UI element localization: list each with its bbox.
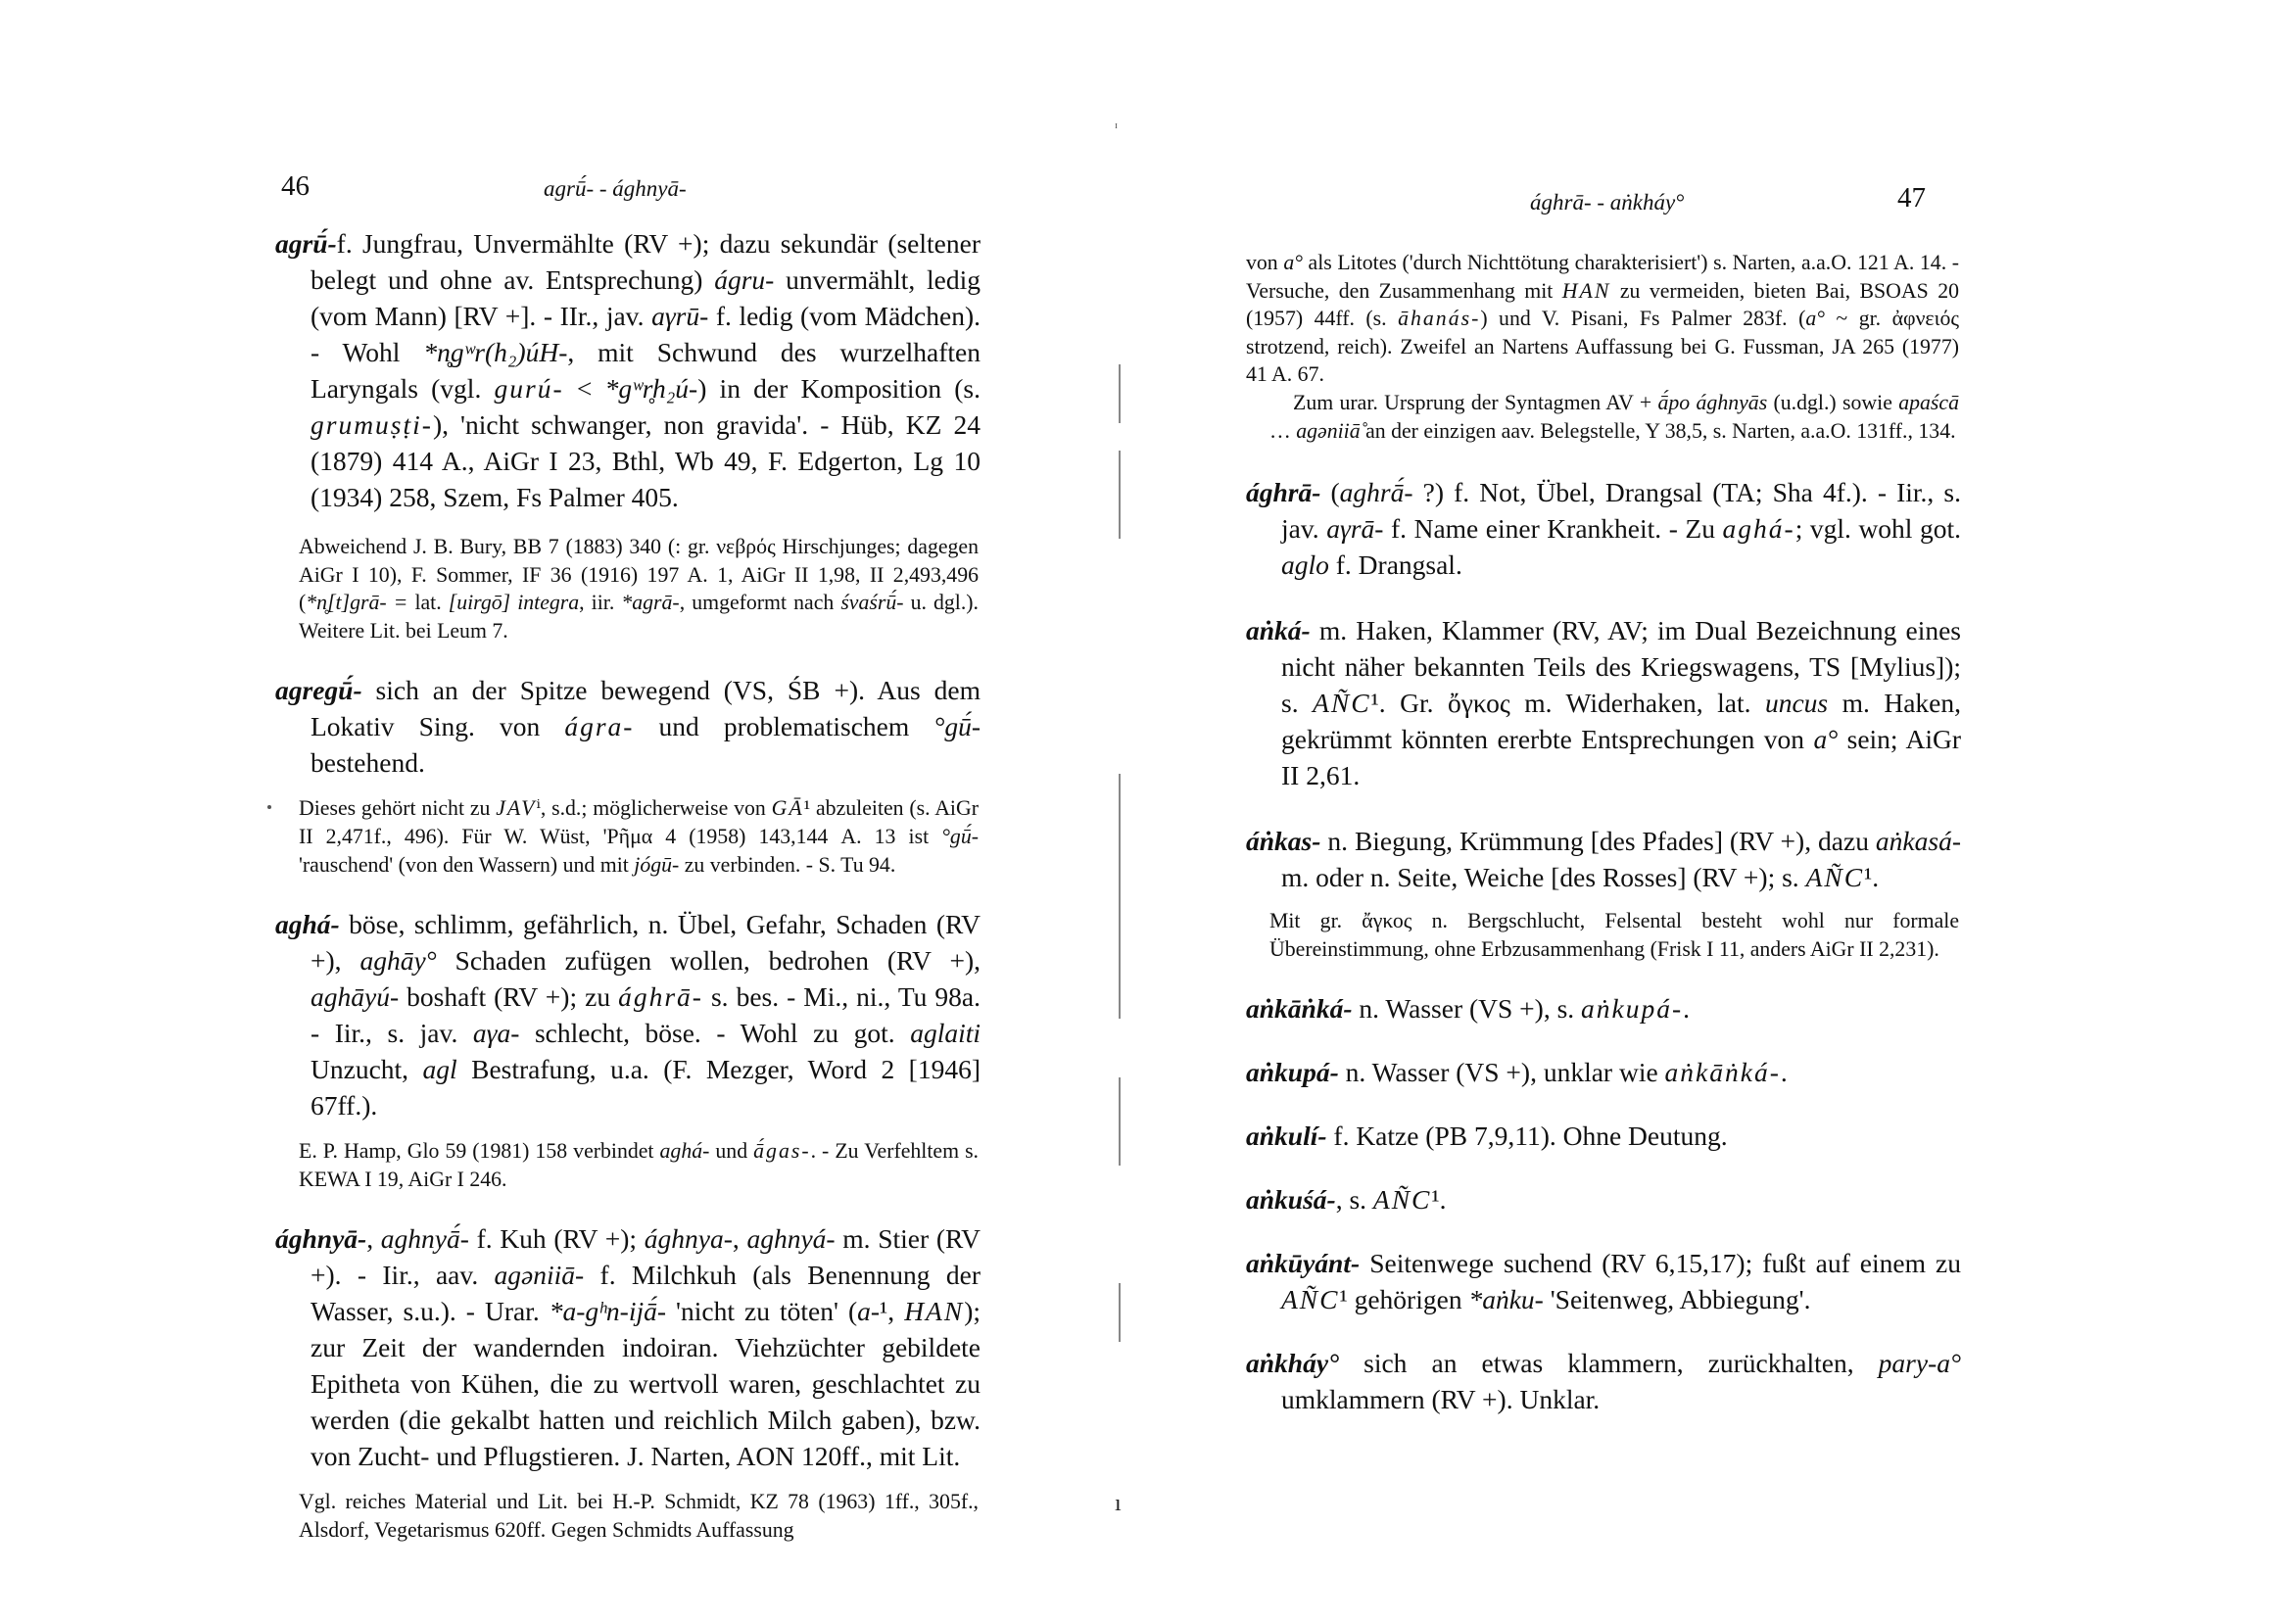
text-run: m. Stier (RV +). - Iir., aav. — [311, 1223, 981, 1291]
text-run: , — [366, 1223, 381, 1255]
text-run: , — [732, 1223, 747, 1255]
headword: agregū́- — [275, 675, 362, 706]
dictionary-entry — [1246, 1054, 1961, 1090]
text-run: ) und V. Pisani, Fs Palmer 283f. ( — [1480, 307, 1806, 331]
headword: aṅkuśá- — [1246, 1184, 1336, 1216]
text-run: Unzucht, — [311, 1054, 423, 1085]
italic-form: *n̥gʷr(h₂)úH- — [423, 337, 568, 367]
dictionary-entry — [1246, 474, 1961, 583]
spaced-form: GĀ — [771, 796, 804, 821]
text-run: ¹ abzuleiten (s. AiGr II 2,471f., 496). Für W. Wüst, 'Ρῆμα 4 (1958) 143,144 A. 13 ist — [299, 796, 979, 848]
text-run: Bestrafung, u.a. (F. Mezger, Word 2 [1946] 67ff.). — [311, 1054, 981, 1121]
text-run: m. Haken, gekrümmt könnten ererbte Entsprechungen von — [1281, 688, 1962, 755]
text-run: f. Kuh (RV +); — [468, 1223, 645, 1255]
text-run: sich an etwas klammern, zurückhalten, — [1339, 1348, 1879, 1379]
italic-form: aγrū- — [651, 301, 709, 331]
text-run: ¹, — [880, 1296, 905, 1327]
stray-mark: ı — [1115, 1491, 1122, 1516]
text-run: Mit gr. ἄγκος n. Bergschlucht, Felsental besteht wohl nur formale Übereinstimmung, ohne Erbzusammenhang (Frisk I 11, anders AiGr II 2,231). — [1269, 909, 1959, 961]
margin-line — [1119, 774, 1121, 1019]
text-run: ¹ gehörigen — [1339, 1284, 1469, 1315]
spaced-form: aṅkupá- — [1581, 993, 1684, 1025]
italic-form: ágru- — [714, 264, 775, 295]
text-run: Zum urar. Ursprung der Syntagmen AV + — [1293, 390, 1658, 414]
headword: áṅkas- — [1246, 826, 1321, 857]
italic-form: *n̥[t]grā- = — [306, 591, 415, 615]
text-run: Schaden zufügen wollen, bedrohen (RV +), — [436, 945, 981, 977]
headword: aghá- — [275, 909, 340, 940]
text-run: . - Zu Verfehltem s. KEWA I 19, AiGr I 246. — [299, 1139, 979, 1191]
italic-form: °gū́- — [941, 824, 979, 848]
text-run: ¹. Gr. ὄγκος m. Widerhaken, lat. — [1370, 688, 1765, 719]
text-run: lat. — [414, 591, 449, 615]
italic-form: aṅkasá- — [1875, 826, 1961, 857]
margin-line — [1119, 364, 1121, 423]
entry-note — [275, 794, 981, 879]
stray-dot — [267, 805, 271, 809]
headword: aṅkulí- — [1246, 1121, 1327, 1152]
italic-form: aghnyá- — [746, 1223, 836, 1255]
entry-note — [1246, 907, 1961, 963]
italic-form: a° — [1283, 251, 1303, 274]
spaced-form: JAV — [496, 796, 537, 821]
headword: agrū́- — [275, 228, 337, 259]
text-run: ⁱ, s.d.; möglicherweise von — [536, 796, 772, 821]
italic-form: °gū́- — [933, 711, 981, 742]
text-run: . — [1780, 1057, 1788, 1088]
text-run: … — [1269, 418, 1297, 443]
running-head: ághrā- - aṅkháy° — [1530, 190, 1685, 215]
italic-form: śvaśrū́- — [840, 591, 904, 615]
italic-form: apaścā — [1898, 390, 1959, 414]
dictionary-entry — [275, 672, 981, 781]
text-run: , umgeformt nach — [679, 591, 841, 615]
spaced-form: AÑC — [1313, 688, 1371, 719]
text-run: und problematischem — [634, 711, 934, 742]
text-run: sein; AiGr II 2,61. — [1281, 724, 1961, 791]
running-head: agrū́- - ághnyā- — [544, 176, 687, 201]
italic-form: aghāyú- — [311, 981, 400, 1013]
dictionary-entry — [1246, 1345, 1961, 1417]
italic-form: a° — [1805, 307, 1825, 331]
italic-form: pary-a° — [1878, 1348, 1961, 1379]
spaced-form: ághrā- — [618, 981, 703, 1013]
text-run: f. Drangsal. — [1328, 549, 1462, 581]
headword: aṅká- — [1246, 615, 1311, 646]
text-run: E. P. Hamp, Glo 59 (1981) 158 verbindet — [299, 1139, 660, 1164]
page-number: 47 — [1897, 182, 1926, 214]
text-run: Dieses gehört nicht zu — [299, 796, 497, 821]
margin-line — [1119, 1283, 1121, 1342]
text-run: von — [1246, 251, 1284, 274]
entry-note — [1246, 389, 1961, 445]
italic-form: ā́po ághnyās — [1657, 390, 1768, 414]
italic-form: aglo — [1281, 549, 1329, 581]
text-run: ¹. — [1864, 862, 1880, 893]
italic-form: aglaiti — [910, 1018, 981, 1049]
headword: aṅkāṅká- — [1246, 993, 1353, 1025]
entry-note — [275, 533, 981, 644]
italic-form: aγrā- — [1326, 513, 1384, 545]
left-column — [275, 225, 981, 1545]
italic-form: aghnyā́- — [380, 1223, 469, 1255]
text-run: f. Name einer Krankheit. - Zu — [1383, 513, 1723, 545]
dictionary-entry — [275, 906, 981, 1123]
right-page — [1115, 0, 2296, 1622]
text-run: f. ledig (vom Mädchen). - Wohl — [311, 301, 981, 367]
text-run: f. Milchkuh (als Benennung der Wasser, s.u.). - Urar. — [311, 1260, 981, 1327]
italic-form: aγa- — [472, 1018, 520, 1049]
text-run: 'Seitenweg, Abbiegung'. — [1543, 1284, 1811, 1315]
italic-form: *aṅku- — [1468, 1284, 1544, 1315]
spaced-form: grumuṣṭi- — [311, 409, 433, 440]
spaced-form: AÑC — [1805, 862, 1865, 893]
entry-note — [1246, 249, 1961, 389]
italic-form: aghrā́- — [1339, 477, 1413, 508]
italic-form: ághnya- — [644, 1223, 733, 1255]
dictionary-entry — [275, 1220, 981, 1474]
entry-note — [275, 1137, 981, 1193]
spaced-form: gurú- — [494, 373, 564, 404]
text-run: zu vermeiden, bieten Bai, BSOAS 20 (1957) 44ff. (s. — [1246, 278, 1959, 331]
spaced-form: āhanás- — [1398, 307, 1481, 331]
text-run: f. Jungfrau, Unvermählte (RV +); dazu sekundär (seltener belegt und ohne av. Entsprechung) — [311, 228, 981, 295]
text-run: , iir. — [579, 591, 622, 615]
spaced-form: HAN — [904, 1296, 965, 1327]
text-run: ~ gr. ἀφνειός strotzend, reich). Zweifel an Nartens Auffassung bei G. Fussman, JA 265 (1977) 41 A. 67. — [1246, 307, 1959, 387]
text-run: u. dgl.). Weitere Lit. bei Leum 7. — [299, 591, 979, 643]
text-run: m. oder n. Seite, Weiche [des Rosses] (RV +); s. — [1281, 862, 1806, 893]
text-run: Seitenwege suchend (RV 6,15,17); fußt auf einem zu — [1360, 1248, 1961, 1279]
dictionary-entry — [1246, 1118, 1961, 1154]
italic-form: *agrā- — [621, 591, 680, 615]
margin-line — [1119, 1077, 1121, 1166]
dictionary-entry — [1246, 1181, 1961, 1217]
italic-form: [uirgō] integra — [448, 591, 580, 615]
right-column — [1246, 249, 1961, 1417]
text-run: , s. — [1335, 1184, 1373, 1216]
dictionary-entry — [1246, 612, 1961, 793]
italic-form: a° — [1813, 724, 1839, 755]
text-run: . — [1683, 993, 1691, 1025]
spaced-form: AÑC — [1372, 1184, 1432, 1216]
italic-form: jógū- — [634, 852, 680, 877]
text-run: Abweichend J. B. Bury, BB 7 (1883) 340 (: gr. νεβρός Hirschjunges; dagegen AiGr I 10), F. Sommer, IF 36 (1916) 197 A. 1, AiGr II 1,98, II 2,493,496 ( — [299, 535, 979, 615]
text-run: Vgl. reiches Material und Lit. bei H.-P. Schmidt, KZ 78 (1963) 1ff., 305f., Alsdorf, Vegetarismus 620ff. Gegen Schmidts Auffassung — [299, 1490, 979, 1542]
text-run: sich an der Spitze bewegend (VS, ŚB +). Aus dem Lokativ Sing. von — [311, 675, 981, 742]
text-run: 'rauschend' (von den Wassern) und mit — [299, 852, 635, 877]
headword: ághrā- — [1246, 477, 1321, 508]
headword: aṅkháy° — [1246, 1348, 1340, 1379]
text-run: als Litotes ('durch Nichttötung charakterisiert') s. Narten, a.a.O. 121 A. 14. - Versuche, den Zusammenhang mit — [1246, 251, 1960, 303]
spaced-form: HAN — [1561, 278, 1611, 303]
italic-form: *gʷr̥h₂ú- — [604, 373, 698, 404]
text-run: s. bes. - Mi., ni., Tu 98a. - Iir., s. jav. — [311, 981, 981, 1049]
text-run: n. Wasser (VS +), s. — [1352, 993, 1582, 1025]
text-run: ; vgl. wohl got. — [1794, 513, 1962, 545]
text-run: ( — [1320, 477, 1340, 508]
italic-form: *a-gʰn-ijā́- — [549, 1296, 667, 1327]
italic-form: agl — [422, 1054, 457, 1085]
text-run: f. Katze (PB 7,9,11). Ohne Deutung. — [1326, 1121, 1728, 1152]
italic-form: agəniiā̊ — [1296, 418, 1361, 443]
spaced-form: ágra- — [564, 711, 635, 742]
text-run: und — [709, 1139, 754, 1164]
text-run: n. Wasser (VS +), unklar wie — [1338, 1057, 1665, 1088]
text-run: zu verbinden. - S. Tu 94. — [679, 852, 896, 877]
text-run: , mit Schwund des wurzelhaften Laryngals (vgl. — [311, 337, 981, 404]
text-run: ¹. — [1431, 1184, 1447, 1216]
spaced-form: aṅkāṅká- — [1664, 1057, 1781, 1088]
italic-form: a- — [857, 1296, 881, 1327]
dictionary-entry — [1246, 1245, 1961, 1317]
spaced-form: AÑC — [1281, 1284, 1340, 1315]
text-run: ?) f. Not, Übel, Drangsal (TA; Sha 4f.). - Iir., s. jav. — [1281, 477, 1961, 545]
text-run: ), 'nicht schwanger, non gravida'. - Hüb, KZ 24 (1879) 414 A., AiGr I 23, Bthl, Wb 49, F. Edgerton, Lg 10 (1934) 258, Szem, Fs Palmer 405. — [311, 409, 981, 512]
spaced-form: ā́gas- — [753, 1139, 811, 1164]
text-run: boshaft (RV +); zu — [399, 981, 619, 1013]
headword: aṅkūyánt- — [1246, 1248, 1361, 1279]
text-run: bestehend. — [311, 747, 425, 779]
headword: aṅkupá- — [1246, 1057, 1339, 1088]
text-run: ); zur Zeit der wandernden indoiran. Viehzüchter gebildete Epitheta von Kühen, die zu wertvoll waren, geschlachtet zu werden (die gekalbt hatten und reichlich Milch gaben), bzw. von Zucht- und Pflugstieren. J. Narten, AON 120ff., mit Lit. — [311, 1296, 981, 1472]
italic-form: aghāy° — [359, 945, 437, 977]
text-run: m. Haken, Klammer (RV, AV; im Dual Bezeichnung eines nicht näher bekannten Teils des Kriegswagens, TS [Mylius]); s. — [1281, 615, 1961, 719]
italic-form: uncus — [1764, 688, 1829, 719]
text-run: böse, schlimm, gefährlich, n. Übel, Gefahr, Schaden (RV +), — [311, 909, 981, 977]
entry-note — [275, 1488, 981, 1544]
text-run: < — [563, 373, 605, 404]
headword: ághnyā- — [275, 1223, 367, 1255]
text-run: ) in der Komposition (s. — [697, 373, 981, 404]
text-run: an der einzigen aav. Belegstelle, Y 38,5, s. Narten, a.a.O. 131ff., 134. — [1360, 418, 1956, 443]
text-run: schlecht, böse. - Wohl zu got. — [519, 1018, 911, 1049]
page-number: 46 — [281, 170, 310, 202]
dictionary-entry — [275, 225, 981, 515]
italic-form: aghá- — [659, 1139, 710, 1164]
dictionary-entry — [1246, 823, 1961, 895]
spaced-form: aghá- — [1722, 513, 1795, 545]
italic-form: agəniiā- — [494, 1260, 585, 1291]
text-run: n. Biegung, Krümmung [des Pfades] (RV +), dazu — [1320, 826, 1876, 857]
text-run: 'nicht zu töten' ( — [666, 1296, 858, 1327]
text-run: (u.dgl.) sowie — [1767, 390, 1899, 414]
dictionary-entry — [1246, 990, 1961, 1026]
text-run: umklammern (RV +). Unklar. — [1281, 1384, 1601, 1415]
stray-mark: ᶦ — [1115, 118, 1118, 137]
text-run: unvermählt, ledig (vom Mann) [RV +]. - IIr., jav. — [311, 264, 981, 331]
margin-line — [1119, 451, 1121, 539]
